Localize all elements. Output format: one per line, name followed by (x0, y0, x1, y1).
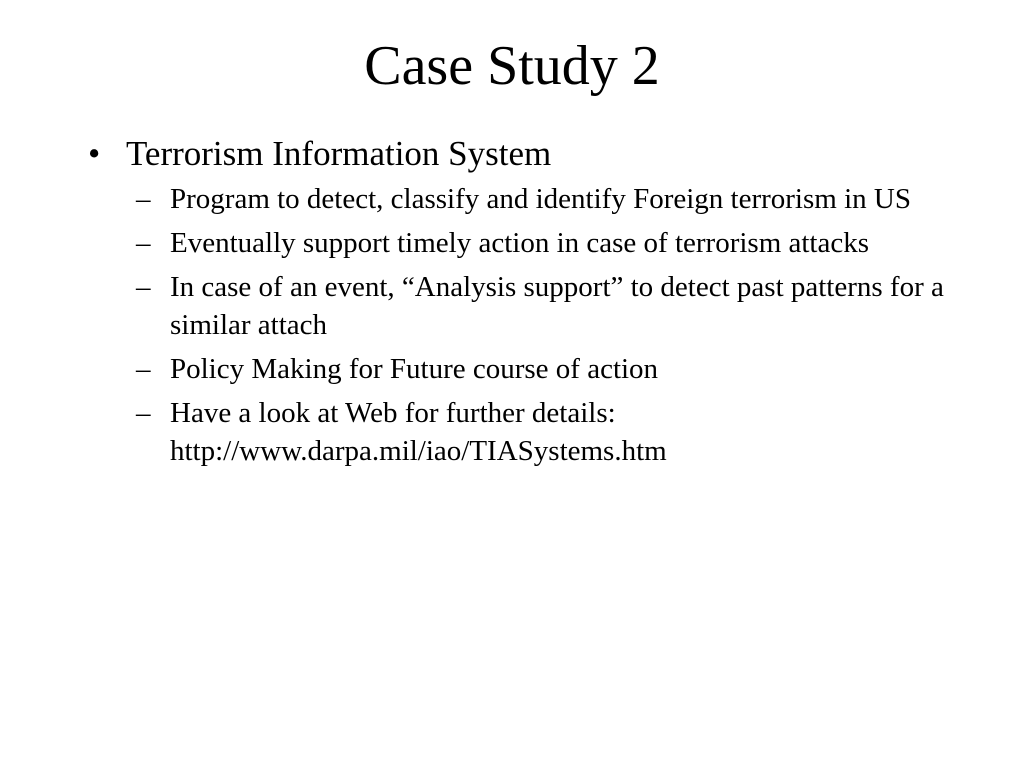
sub-bullet-item (136, 394, 948, 470)
bullet-text: Terrorism Information System (126, 134, 552, 173)
sub-bullet-text: Program to detect, classify and identify Foreign terrorism in US (170, 183, 911, 215)
dash-icon: – (136, 227, 151, 259)
sub-bullet-text: In case of an event, “Analysis support” to detect past patterns for a similar attach (170, 271, 944, 341)
sub-bullet-text: Have a look at Web for further details: http://www.darpa.mil/iao/TIASystems.htm (170, 397, 667, 467)
bullet-dot-icon: • (88, 134, 101, 173)
sub-bullet-text: Eventually support timely action in case of terrorism attacks (170, 227, 870, 259)
sub-bullet-item (136, 180, 948, 218)
sub-bullet-text: Policy Making for Future course of action (170, 353, 659, 385)
bullet-list (88, 134, 948, 476)
sub-bullet-list (136, 180, 948, 470)
dash-icon: – (136, 353, 151, 385)
bullet-item (88, 134, 948, 470)
sub-bullet-item (136, 268, 948, 344)
sub-bullet-item (136, 224, 948, 262)
dash-icon: – (136, 397, 151, 429)
dash-icon: – (136, 271, 151, 303)
dash-icon: – (136, 183, 151, 215)
sub-bullet-item (136, 350, 948, 388)
slide-title: Case Study 2 (364, 35, 660, 97)
